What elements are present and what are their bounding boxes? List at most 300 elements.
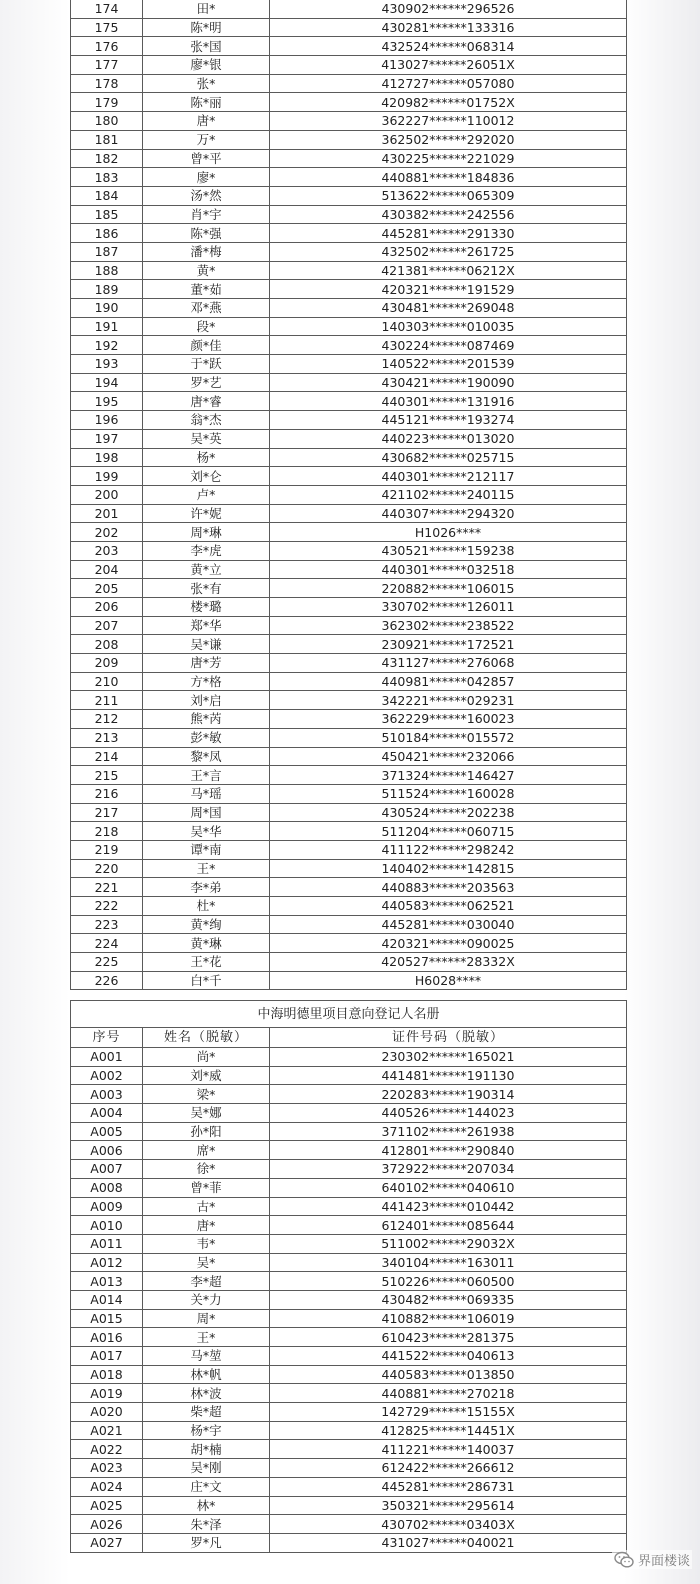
row-name: 田*: [143, 0, 270, 18]
row-name: 罗*凡: [143, 1533, 270, 1552]
wechat-icon: [614, 1551, 634, 1569]
row-name: 唐*睿: [143, 392, 270, 411]
table-row: [71, 56, 627, 75]
row-id-number: 440881******270218: [270, 1384, 627, 1403]
table-row: [71, 654, 627, 673]
row-id-number: 431027******040021: [270, 1533, 627, 1552]
table-row: [71, 186, 627, 205]
row-id-number: 430382******242556: [270, 205, 627, 224]
row-id-number: 441522******040613: [270, 1347, 627, 1366]
row-name: 汤*然: [143, 186, 270, 205]
row-number: 190: [71, 299, 143, 318]
row-id-number: 413027******26051X: [270, 56, 627, 75]
row-number: 196: [71, 411, 143, 430]
row-id-number: 412727******057080: [270, 74, 627, 93]
row-name: 刘*威: [143, 1066, 270, 1085]
row-name: 王*花: [143, 953, 270, 972]
row-name: 庄*文: [143, 1477, 270, 1496]
row-name: 马*瑶: [143, 784, 270, 803]
row-id-number: 440301******032518: [270, 560, 627, 579]
row-id-number: 445121******193274: [270, 411, 627, 430]
row-number: A020: [71, 1403, 143, 1422]
table-row: [71, 168, 627, 187]
row-name: 林*波: [143, 1384, 270, 1403]
table-row: [71, 429, 627, 448]
row-number: 180: [71, 112, 143, 131]
row-name: 陈*丽: [143, 93, 270, 112]
row-number: 192: [71, 336, 143, 355]
row-id-number: 440883******203563: [270, 878, 627, 897]
row-name: 唐*: [143, 112, 270, 131]
row-number: 199: [71, 467, 143, 486]
row-id-number: 372922******207034: [270, 1160, 627, 1179]
table-row: [71, 1440, 627, 1459]
row-name: 董*茹: [143, 280, 270, 299]
row-name: 郑*华: [143, 616, 270, 635]
row-number: A017: [71, 1347, 143, 1366]
table-row: [71, 1178, 627, 1197]
table-row: [71, 149, 627, 168]
row-id-number: 432524******068314: [270, 37, 627, 56]
row-name: 徐*: [143, 1160, 270, 1179]
table-row: [71, 1104, 627, 1123]
row-name: 谭*南: [143, 840, 270, 859]
row-number: A026: [71, 1515, 143, 1534]
row-id-number: 350321******295614: [270, 1496, 627, 1515]
row-number: 185: [71, 205, 143, 224]
row-id-number: 430702******03403X: [270, 1515, 627, 1534]
row-number: A019: [71, 1384, 143, 1403]
table-row: [71, 541, 627, 560]
table-header-row: [71, 1028, 627, 1048]
row-name: 杜*: [143, 897, 270, 916]
table-row: [71, 1141, 627, 1160]
table-row: [71, 1477, 627, 1496]
row-id-number: 440301******131916: [270, 392, 627, 411]
row-number: A027: [71, 1533, 143, 1552]
row-name: 刘*仑: [143, 467, 270, 486]
row-name: 白*千: [143, 971, 270, 990]
row-name: 张*: [143, 74, 270, 93]
row-number: A005: [71, 1122, 143, 1141]
row-id-number: 362502******292020: [270, 130, 627, 149]
row-name: 陈*强: [143, 224, 270, 243]
row-name: 邓*燕: [143, 299, 270, 318]
row-id-number: 340104******163011: [270, 1253, 627, 1272]
row-id-number: 411122******298242: [270, 840, 627, 859]
table-row: [71, 112, 627, 131]
row-number: A007: [71, 1160, 143, 1179]
row-number: A012: [71, 1253, 143, 1272]
row-name: 吴*: [143, 1253, 270, 1272]
row-number: 221: [71, 878, 143, 897]
table-row: [71, 1160, 627, 1179]
table-row: [71, 691, 627, 710]
row-id-number: 230921******172521: [270, 635, 627, 654]
row-number: 212: [71, 710, 143, 729]
row-number: A021: [71, 1421, 143, 1440]
table-row: [71, 18, 627, 37]
row-id-number: 362227******110012: [270, 112, 627, 131]
row-id-number: 432502******261725: [270, 242, 627, 261]
row-name: 马*堃: [143, 1347, 270, 1366]
row-id-number: 430225******221029: [270, 149, 627, 168]
table-row: [71, 1328, 627, 1347]
row-id-number: 440981******042857: [270, 672, 627, 691]
column-header-id: 证件号码（脱敏）: [270, 1028, 627, 1048]
row-id-number: 412825******14451X: [270, 1421, 627, 1440]
row-number: A001: [71, 1048, 143, 1067]
row-id-number: 440526******144023: [270, 1104, 627, 1123]
row-number: A024: [71, 1477, 143, 1496]
row-id-number: 220882******106015: [270, 579, 627, 598]
table-row: [71, 1384, 627, 1403]
row-id-number: 440583******062521: [270, 897, 627, 916]
table-row: [71, 710, 627, 729]
row-name: 关*力: [143, 1290, 270, 1309]
row-number: 183: [71, 168, 143, 187]
row-name: 朱*泽: [143, 1515, 270, 1534]
row-id-number: 445281******286731: [270, 1477, 627, 1496]
row-number: 222: [71, 897, 143, 916]
row-id-number: 511002******29032X: [270, 1234, 627, 1253]
row-name: 唐*: [143, 1216, 270, 1235]
row-id-number: 362229******160023: [270, 710, 627, 729]
table-title-row: [71, 1001, 627, 1028]
row-name: 吴*英: [143, 429, 270, 448]
row-name: 杨*宇: [143, 1421, 270, 1440]
row-number: 193: [71, 355, 143, 374]
row-name: 陈*明: [143, 18, 270, 37]
row-id-number: 430682******025715: [270, 448, 627, 467]
row-name: 廖*银: [143, 56, 270, 75]
row-name: 席*: [143, 1141, 270, 1160]
row-number: 209: [71, 654, 143, 673]
row-number: 204: [71, 560, 143, 579]
row-name: 黎*凤: [143, 747, 270, 766]
row-name: 李*虎: [143, 541, 270, 560]
row-name: 黄*绚: [143, 915, 270, 934]
row-id-number: 450421******232066: [270, 747, 627, 766]
row-number: 195: [71, 392, 143, 411]
table-row: [71, 242, 627, 261]
row-number: 186: [71, 224, 143, 243]
row-name: 熊*芮: [143, 710, 270, 729]
table-row: [71, 205, 627, 224]
row-id-number: 371324******146427: [270, 766, 627, 785]
row-id-number: 640102******040610: [270, 1178, 627, 1197]
row-id-number: 420321******191529: [270, 280, 627, 299]
row-number: 214: [71, 747, 143, 766]
table-row: [71, 822, 627, 841]
row-number: 184: [71, 186, 143, 205]
row-id-number: 420527******28332X: [270, 953, 627, 972]
table-row: [71, 280, 627, 299]
row-number: 207: [71, 616, 143, 635]
row-id-number: 511524******160028: [270, 784, 627, 803]
table-row: [71, 485, 627, 504]
row-name: 胡*楠: [143, 1440, 270, 1459]
row-number: A004: [71, 1104, 143, 1123]
table-row: [71, 616, 627, 635]
row-number: A015: [71, 1309, 143, 1328]
table-row: [71, 411, 627, 430]
table-row: [71, 635, 627, 654]
table-row: [71, 747, 627, 766]
row-number: A013: [71, 1272, 143, 1291]
row-number: A006: [71, 1141, 143, 1160]
row-number: 210: [71, 672, 143, 691]
row-id-number: 421102******240115: [270, 485, 627, 504]
table-row: [71, 317, 627, 336]
column-header-name: 姓名（脱敏）: [143, 1028, 270, 1048]
row-number: 175: [71, 18, 143, 37]
row-name: 许*妮: [143, 504, 270, 523]
row-name: 李*弟: [143, 878, 270, 897]
watermark-text: 界面楼谈: [637, 1554, 690, 1569]
table-row: [71, 448, 627, 467]
row-name: 卢*: [143, 485, 270, 504]
table-row: [71, 299, 627, 318]
row-number: 178: [71, 74, 143, 93]
table-row: [71, 971, 627, 990]
row-id-number: 410882******106019: [270, 1309, 627, 1328]
row-name: 罗*艺: [143, 373, 270, 392]
row-name: 周*琳: [143, 523, 270, 542]
row-name: 林*帆: [143, 1365, 270, 1384]
row-name: 柴*超: [143, 1403, 270, 1422]
table-row: [71, 840, 627, 859]
row-number: A010: [71, 1216, 143, 1235]
row-number: A009: [71, 1197, 143, 1216]
row-number: 203: [71, 541, 143, 560]
row-name: 吴*娜: [143, 1104, 270, 1123]
row-number: A025: [71, 1496, 143, 1515]
row-id-number: 430481******269048: [270, 299, 627, 318]
row-id-number: 510184******015572: [270, 728, 627, 747]
row-number: 211: [71, 691, 143, 710]
table-row: [71, 1421, 627, 1440]
row-id-number: 140402******142815: [270, 859, 627, 878]
table-row: [71, 859, 627, 878]
row-number: 224: [71, 934, 143, 953]
row-id-number: 430521******159238: [270, 541, 627, 560]
row-id-number: 430421******190090: [270, 373, 627, 392]
row-id-number: 511204******060715: [270, 822, 627, 841]
row-name: 廖*: [143, 168, 270, 187]
table-row: [71, 130, 627, 149]
row-number: A003: [71, 1085, 143, 1104]
row-number: A016: [71, 1328, 143, 1347]
row-number: 176: [71, 37, 143, 56]
row-id-number: 445281******291330: [270, 224, 627, 243]
row-number: A023: [71, 1459, 143, 1478]
registrant-table-continued: [70, 0, 627, 990]
row-id-number: 440223******013020: [270, 429, 627, 448]
row-name: 王*: [143, 859, 270, 878]
row-name: 楼*璐: [143, 598, 270, 617]
row-name: 吴*华: [143, 822, 270, 841]
row-id-number: 330702******126011: [270, 598, 627, 617]
table-row: [71, 897, 627, 916]
row-number: A011: [71, 1234, 143, 1253]
row-name: 肖*宇: [143, 205, 270, 224]
row-id-number: 612401******085644: [270, 1216, 627, 1235]
registrant-table-a: [70, 1000, 627, 1553]
row-name: 周*: [143, 1309, 270, 1328]
row-id-number: H6028****: [270, 971, 627, 990]
row-id-number: H1026****: [270, 523, 627, 542]
row-number: 206: [71, 598, 143, 617]
row-id-number: 342221******029231: [270, 691, 627, 710]
row-name: 林*: [143, 1496, 270, 1515]
row-number: 213: [71, 728, 143, 747]
row-id-number: 430281******133316: [270, 18, 627, 37]
table-row: [71, 953, 627, 972]
row-name: 张*国: [143, 37, 270, 56]
row-number: 208: [71, 635, 143, 654]
table-row: [71, 504, 627, 523]
table-row: [71, 467, 627, 486]
table-row: [71, 1290, 627, 1309]
table-row: [71, 784, 627, 803]
row-number: 181: [71, 130, 143, 149]
table-row: [71, 74, 627, 93]
row-id-number: 220283******190314: [270, 1085, 627, 1104]
row-id-number: 430524******202238: [270, 803, 627, 822]
left-background: [0, 0, 70, 1584]
row-number: 223: [71, 915, 143, 934]
row-name: 尚*: [143, 1048, 270, 1067]
row-name: 古*: [143, 1197, 270, 1216]
row-number: 216: [71, 784, 143, 803]
table-row: [71, 1234, 627, 1253]
row-number: 205: [71, 579, 143, 598]
row-id-number: 430224******087469: [270, 336, 627, 355]
row-number: 202: [71, 523, 143, 542]
row-name: 段*: [143, 317, 270, 336]
row-name: 唐*芳: [143, 654, 270, 673]
table-row: [71, 878, 627, 897]
table-row: [71, 1515, 627, 1534]
row-name: 刘*启: [143, 691, 270, 710]
table-row: [71, 1216, 627, 1235]
row-id-number: 140522******201539: [270, 355, 627, 374]
table-row: [71, 1253, 627, 1272]
row-number: 200: [71, 485, 143, 504]
row-name: 黄*立: [143, 560, 270, 579]
row-name: 黄*: [143, 261, 270, 280]
table-row: [71, 523, 627, 542]
table-row: [71, 1272, 627, 1291]
table-row: [71, 672, 627, 691]
watermark: [612, 1550, 692, 1569]
table-row: [71, 0, 627, 18]
table-row: [71, 560, 627, 579]
right-background: [624, 0, 700, 1584]
table-row: [71, 373, 627, 392]
row-id-number: 420321******090025: [270, 934, 627, 953]
row-id-number: 445281******030040: [270, 915, 627, 934]
table-row: [71, 1309, 627, 1328]
table-row: [71, 1459, 627, 1478]
table-row: [71, 934, 627, 953]
row-id-number: 430482******069335: [270, 1290, 627, 1309]
table-row: [71, 1197, 627, 1216]
table-row: [71, 915, 627, 934]
row-number: 189: [71, 280, 143, 299]
row-id-number: 440307******294320: [270, 504, 627, 523]
row-number: A014: [71, 1290, 143, 1309]
row-name: 王*言: [143, 766, 270, 785]
row-id-number: 440583******013850: [270, 1365, 627, 1384]
row-id-number: 412801******290840: [270, 1141, 627, 1160]
table-row: [71, 803, 627, 822]
row-name: 吴*谦: [143, 635, 270, 654]
table-row: [71, 355, 627, 374]
column-header-number: 序号: [71, 1028, 143, 1048]
table-row: [71, 1496, 627, 1515]
row-name: 李*超: [143, 1272, 270, 1291]
table-row: [71, 37, 627, 56]
row-number: 198: [71, 448, 143, 467]
row-id-number: 441423******010442: [270, 1197, 627, 1216]
table-row: [71, 1403, 627, 1422]
table-row: [71, 1365, 627, 1384]
row-id-number: 371102******261938: [270, 1122, 627, 1141]
row-name: 吴*刚: [143, 1459, 270, 1478]
table-row: [71, 1066, 627, 1085]
row-number: 187: [71, 242, 143, 261]
row-id-number: 362302******238522: [270, 616, 627, 635]
row-name: 彭*敏: [143, 728, 270, 747]
row-id-number: 612422******266612: [270, 1459, 627, 1478]
row-name: 周*国: [143, 803, 270, 822]
row-id-number: 610423******281375: [270, 1328, 627, 1347]
row-name: 翁*杰: [143, 411, 270, 430]
row-name: 王*: [143, 1328, 270, 1347]
row-name: 于*跃: [143, 355, 270, 374]
row-number: A002: [71, 1066, 143, 1085]
row-name: 黄*琳: [143, 934, 270, 953]
row-number: A022: [71, 1440, 143, 1459]
row-number: 219: [71, 840, 143, 859]
row-id-number: 440881******184836: [270, 168, 627, 187]
row-name: 曾*菲: [143, 1178, 270, 1197]
row-number: 225: [71, 953, 143, 972]
row-name: 杨*: [143, 448, 270, 467]
row-number: 174: [71, 0, 143, 18]
row-number: 197: [71, 429, 143, 448]
row-name: 颜*佳: [143, 336, 270, 355]
row-number: 226: [71, 971, 143, 990]
row-name: 万*: [143, 130, 270, 149]
table-row: [71, 336, 627, 355]
row-number: 194: [71, 373, 143, 392]
row-id-number: 510226******060500: [270, 1272, 627, 1291]
row-id-number: 140303******010035: [270, 317, 627, 336]
row-id-number: 230302******165021: [270, 1048, 627, 1067]
table-row: [71, 579, 627, 598]
row-number: 188: [71, 261, 143, 280]
row-name: 孙*阳: [143, 1122, 270, 1141]
row-id-number: 142729******15155X: [270, 1403, 627, 1422]
row-id-number: 441481******191130: [270, 1066, 627, 1085]
row-name: 曾*平: [143, 149, 270, 168]
row-number: 182: [71, 149, 143, 168]
table-row: [71, 766, 627, 785]
table-row: [71, 392, 627, 411]
